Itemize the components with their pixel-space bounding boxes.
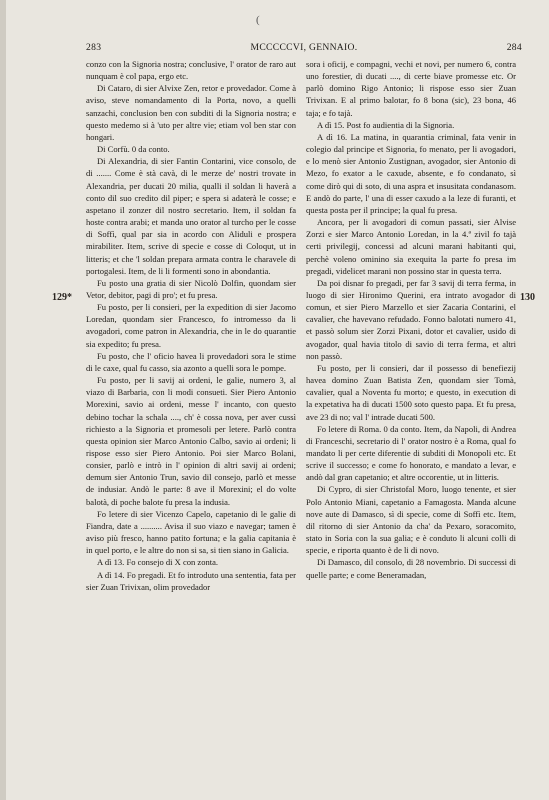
paragraph: sora i oficij, e compagni, vechi et novi, per numero 6, contra uno forestier, di ducati ...., di certe biave promesse etc. Or parlò domino Rigo Antonio; li rispose esso sier Zuan Trivixan. E al primo balotar, fo 8 bona (sic), 23 bona, 46 taja; e fo tajà. (306, 59, 516, 118)
paragraph: Di Cataro, di sier Alvixe Zen, retor e provedador. Come à aviso, steve nomandamento di la Porta, novo, a quelli sanzachi, conclusion ben con subditi di la Signoria nostra; e questo medemo si à 'uto per altre vie; etiam vol ben star con hongari. (86, 83, 296, 142)
pencil-mark: ( (256, 14, 260, 26)
paragraph: Di Alexandria, di sier Fantin Contarini, vice consolo, de di ....... Come è stà cavà, di le merze de' nostri trovate in Alexandria, per ducati 20 milia, qualli il soldan li haverà a conto dil suo credito dil piper; e spera si adaterà le cosse; e aspetano il zonzer dil nostro secretario. Item, il soldan fa hoste contra arabi; et manda uno orator al turcho per le cosse di Soffì, qual par sia in acordo con Aliduli e prospera mirabiliter. Item, scrive di specie e cosse di Coloqut, ut in litteris; et che 'l soldan prepara armata contra le charavele di portogalesi. Item, de li li formenti sono in abondantia. (86, 156, 296, 276)
margin-number-left: 129* (52, 292, 72, 303)
paragraph: A dì 16. La matina, in quarantia criminal, fata venir in colegio dal principe et Signoria, fo menato, per li avogadori, e lo menò sier Antonio Zustignan, avogador, sier Antonio di Mezo, fo exator a le caxude, absente, e fo condanato, sì come dirò qui di soto, di una aspra et insusitata condanasom. E andò do parte, l' una di esser caxudo a la leze di furanti, et questa posta per il principe; la qual fu presa. (306, 131, 516, 215)
page-spine (0, 0, 6, 800)
header-title: MCCCCCVI, GENNAIO. (250, 42, 358, 53)
paragraph: Da poi disnar fo pregadi, per far 3 savij di terra ferma, in luogo di sier Hironimo Querini, era intrato avogador di comun, et sier Piero Marzello et sier Zacaria Contarini, el cavalier, che havevano refudado. Fonno balotati numero 41, et passò solum sier Zorzi Pixani, dotor et cavalier, usido di avogador, qual havia titolo di savio di terra ferma, et altri non passò. (306, 277, 516, 361)
paragraph: Ancora, per li avogadori di comun passati, sier Alvise Zorzi e sier Marco Antonio Loredan, in la 4.ª zivil fo tajà certi privilegij, concessi ad alcuni marani habitanti qui, perchè voleno ominino sia exequita la parte fo presa im pregadi, videlicet marani non possino star in questa terra. (306, 217, 516, 276)
paragraph: A dì 13. Fo consejo di X con zonta. (97, 557, 219, 568)
paragraph: A dì 14. Fo pregadi. Et fo introduto una sententia, fata per sier Zuan Trivixan, olim provedador (86, 569, 296, 592)
paragraph: Fu posto, per li consieri, per la expedition di sier Jacomo Loredan, quondam sier Francesco, fo intromesso da li avogadori, come patron in Alexandria, che in le do quarantie sia expedito; fu presa. (86, 302, 296, 349)
paragraph: Di Corfù. 0 da conto. (97, 144, 170, 155)
paragraph: Di Cypro, di sier Christofal Moro, luogo tenente, et sier Polo Antonio Miani, capetanio a Famagosta. Manda alcune nove aute di Damasco, sì di specie, come di Soffì etc. Item, dil ritorno di sier Antonio da cha' da Pexaro, soracomito, stato in Soria con la sua galia; e è conduto li alcuni colli di specie, e riporta quanto è de li di novo. (306, 484, 516, 556)
page-number-right: 284 (506, 42, 522, 53)
paragraph: Fu posto, per li consieri, dar il possesso di benefiezij havea domino Zuan Batista Zen, quondam sier Tomà, cavalier, qual a Noventa fu morto; e questo, in execution di la expetativa ha di ducati 1500 soto questo papa. Et fu presa, ave 23 di no; val l' intrade ducati 500. (306, 362, 516, 422)
page-number-left: 283 (86, 42, 102, 53)
paragraph: Fu posto una gratia di sier Nicolò Dolfin, quondam sier Vetor, debitor, pagi di pro'; et fu presa. (86, 277, 296, 300)
paragraph: Fo letere di Roma. 0 da conto. Item, da Napoli, di Andrea di Franceschi, secretario di l' orator nostro è a Roma, qual fo mandato li per certe diferentie di subditi di Monopoli etc. Et scrive il successo; e come fo honorato, e mandato a levar, e andò dal gran capetanio; et altre occorentie, ut in litteris. (306, 423, 516, 483)
paragraph: Fu posto, per li savij ai ordeni, le galie, numero 3, al viazo di Barbaria, con li modi consueti. Sier Piero Antonio Morexini, savio ai ordeni, messe l' incanto, con questo debino tochar la schala ...., ch' è cossa nova, per aver cussì richiesto a la Signoria et promesoli per letere. Parlò contra questa opinion sier Marco Antonio Calbo, savio ai ordeni; li rispose esso sier Piero Antonio. Poi sier Marco Bolani, consier, parlò e intrò in l' opinion di altri savij ai ordeni; demum sier Antonio Trun, savio dil consejo, parlò et messe de indusiar. Andò le parte: 8 ave il Morexini; el do volte balotà, di poche balote fu presa la indusia. (86, 375, 296, 507)
paragraph: Fo letere di sier Vicenzo Capelo, capetanio di le galie di Fiandra, date a .......... Avisa il suo viazo e navegar; tamen è aviso più fresco, hanno patito fortuna; e la galia capitania è in quel porto, e le altre do non si sa, si tien siano in Galicia. (86, 508, 296, 556)
paragraph: Di Damasco, dil consolo, di 28 novembrio. Di successi di quelle parte; e come Beneramadan, (306, 557, 516, 580)
paragraph: conzo con la Signoria nostra; conclusive, l' orator de raro aut nunquam è col papa, ergo etc. (86, 59, 296, 82)
running-header (86, 42, 522, 56)
left-column (86, 58, 296, 593)
paragraph: Fu posto, che l' oficio havea li provedadori sora le stime di le caxe, qual fu casso, sia azonto a quelli sora le pompe. (86, 350, 296, 373)
margin-number-right: 130 (520, 292, 535, 303)
paragraph: A dì 15. Post fo audientia di la Signoria. (317, 119, 455, 130)
right-column (306, 58, 516, 581)
